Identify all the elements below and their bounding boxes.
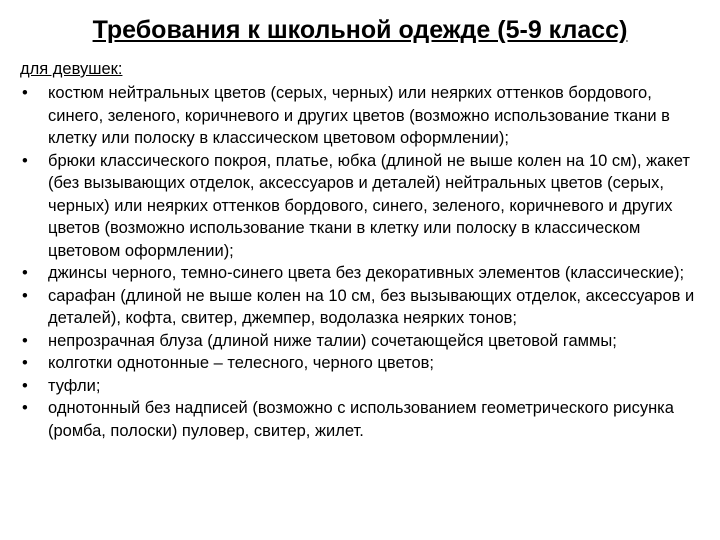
list-item — [20, 285, 700, 330]
slide-title: Требования к школьной одежде (5-9 класс) — [92, 16, 628, 44]
list-item-text: непрозрачная блуза (длиной ниже талии) сочетающейся цветовой гаммы; — [48, 331, 617, 350]
bullet-icon: • — [22, 331, 28, 350]
requirements-list — [20, 82, 700, 442]
list-item-text: колготки однотонные – телесного, черного цветов; — [48, 354, 434, 372]
bullet-icon: • — [22, 376, 28, 395]
bullet-icon: • — [22, 354, 28, 372]
list-item-text: брюки классического покроя, платье, юбка (длиной не выше колен на 10 см), жакет (без вызывающих отделок, аксессуаров и деталей) нейтральных цветов (серых, черных) или неярких оттенков бордового, синего, зеленого, коричневого и других цветов (возможно использование ткани в клетку или полоску в классическом цветовом оформлении); — [48, 151, 690, 260]
bullet-icon: • — [22, 264, 28, 282]
list-item — [20, 375, 700, 398]
list-item — [20, 150, 700, 263]
list-item — [20, 262, 700, 285]
list-item — [20, 397, 700, 442]
bullet-icon: • — [22, 151, 28, 170]
bullet-icon: • — [22, 399, 28, 417]
list-item-text: костюм нейтральных цветов (серых, черных) или неярких оттенков бордового, синего, зеленого, коричневого и других цветов (возможно использование ткани в клетку или полоску в классическом цветовом оформлении); — [48, 84, 670, 147]
list-item-text: туфли; — [48, 376, 101, 395]
list-item — [20, 82, 700, 150]
list-item-text: джинсы черного, темно-синего цвета без декоративных элементов (классические); — [48, 264, 685, 282]
section-subtitle: для девушек: — [20, 60, 123, 78]
list-item — [20, 352, 700, 375]
bullet-icon: • — [22, 286, 28, 305]
list-item — [20, 330, 700, 353]
bullet-icon: • — [22, 84, 28, 102]
list-item-text: сарафан (длиной не выше колен на 10 см, без вызывающих отделок, аксессуаров и деталей), кофта, свитер, джемпер, водолазка неярких тонов; — [48, 286, 695, 327]
list-item-text: однотонный без надписей (возможно с использованием геометрического рисунка (ромба, полоски) пуловер, свитер, жилет. — [48, 399, 674, 440]
